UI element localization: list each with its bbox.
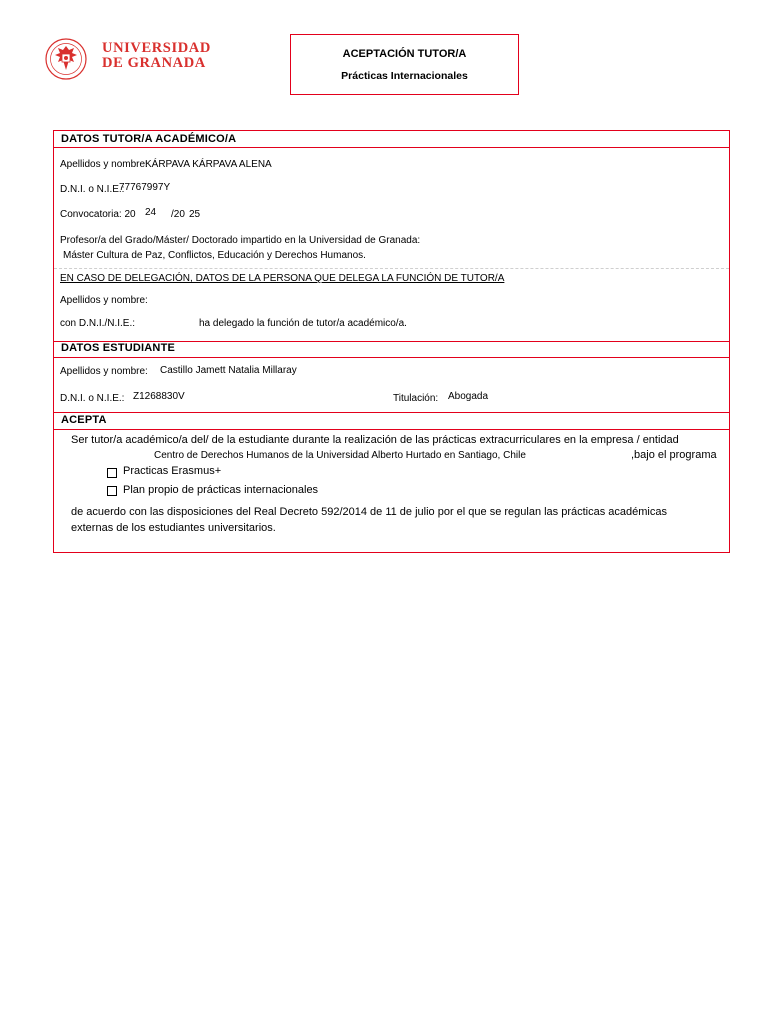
logo-line-2: DE GRANADA xyxy=(102,55,206,71)
tutor-name-label: Apellidos y nombre: xyxy=(60,159,148,170)
student-dni-field[interactable]: Z1268830V xyxy=(133,391,185,402)
erasmus-option-label: Practicas Erasmus+ xyxy=(123,465,222,477)
program-field[interactable]: Máster Cultura de Paz, Conflictos, Educación y Derechos Humanos. xyxy=(63,250,366,261)
erasmus-checkbox[interactable] xyxy=(107,468,117,478)
tutor-dni-label: D.N.I. o N.I.E.: xyxy=(60,184,125,195)
plan-propio-option-label: Plan propio de prácticas internacionales xyxy=(123,484,319,496)
convocatoria-year-start-field[interactable]: 24 xyxy=(145,207,157,218)
convocatoria-separator: /20 xyxy=(171,209,185,220)
program-suffix: ,bajo el programa xyxy=(631,449,717,461)
divider xyxy=(54,147,729,148)
student-name-label: Apellidos y nombre: xyxy=(60,366,148,377)
accept-statement: Ser tutor/a académico/a del/ de la estudiante durante la realización de las prácticas extracurriculares en la empresa / entidad xyxy=(71,434,679,446)
closing-text-line-2: externas de los estudiantes universitarios. xyxy=(71,522,276,534)
divider xyxy=(54,429,729,430)
acceptance-form xyxy=(53,130,730,553)
convocatoria-year-end-field[interactable]: 25 xyxy=(189,209,201,220)
title-box xyxy=(290,34,519,95)
program-label: Profesor/a del Grado/Máster/ Doctorado impartido en la Universidad de Granada: xyxy=(60,235,421,246)
divider xyxy=(54,357,729,358)
accept-section-heading: ACEPTA xyxy=(61,414,107,426)
tutor-name-field[interactable]: KÁRPAVA KÁRPAVA ALENA xyxy=(145,159,272,170)
delegated-statement: ha delegado la función de tutor/a académico/a. xyxy=(199,318,407,329)
university-name xyxy=(102,41,211,71)
student-dni-label: D.N.I. o N.I.E.: xyxy=(60,393,125,404)
divider xyxy=(54,412,729,413)
tutor-dni-field[interactable]: 77767997Y xyxy=(119,182,171,193)
degree-field[interactable]: Abogada xyxy=(448,391,489,402)
student-name-field[interactable]: Castillo Jamett Natalia Millaray xyxy=(160,365,297,376)
entity-field[interactable]: Centro de Derechos Humanos de la Universidad Alberto Hurtado en Santiago, Chile xyxy=(154,450,526,461)
delegate-dni-label: con D.N.I./N.I.E.: xyxy=(60,318,136,329)
degree-label: Titulación: xyxy=(393,393,439,404)
plan-propio-checkbox[interactable] xyxy=(107,486,117,496)
university-crest-icon xyxy=(44,37,88,81)
logo-line-1: UNIVERSIDAD xyxy=(102,40,211,56)
dashed-divider xyxy=(54,268,729,269)
convocatoria-label: Convocatoria: 20 xyxy=(60,209,136,220)
delegate-name-label: Apellidos y nombre: xyxy=(60,295,148,306)
document-title: ACEPTACIÓN TUTOR/A xyxy=(342,48,467,60)
delegation-heading: EN CASO DE DELEGACIÓN, DATOS DE LA PERSONA QUE DELEGA LA FUNCIÓN DE TUTOR/A xyxy=(60,273,505,284)
student-section-heading: DATOS ESTUDIANTE xyxy=(61,342,176,354)
closing-text-line-1: de acuerdo con las disposiciones del Real Decreto 592/2014 de 11 de julio por el que se regulan las prácticas académicas xyxy=(71,506,667,518)
document-subtitle: Prácticas Internacionales xyxy=(341,70,468,82)
tutor-section-heading: DATOS TUTOR/A ACADÉMICO/A xyxy=(61,133,237,145)
